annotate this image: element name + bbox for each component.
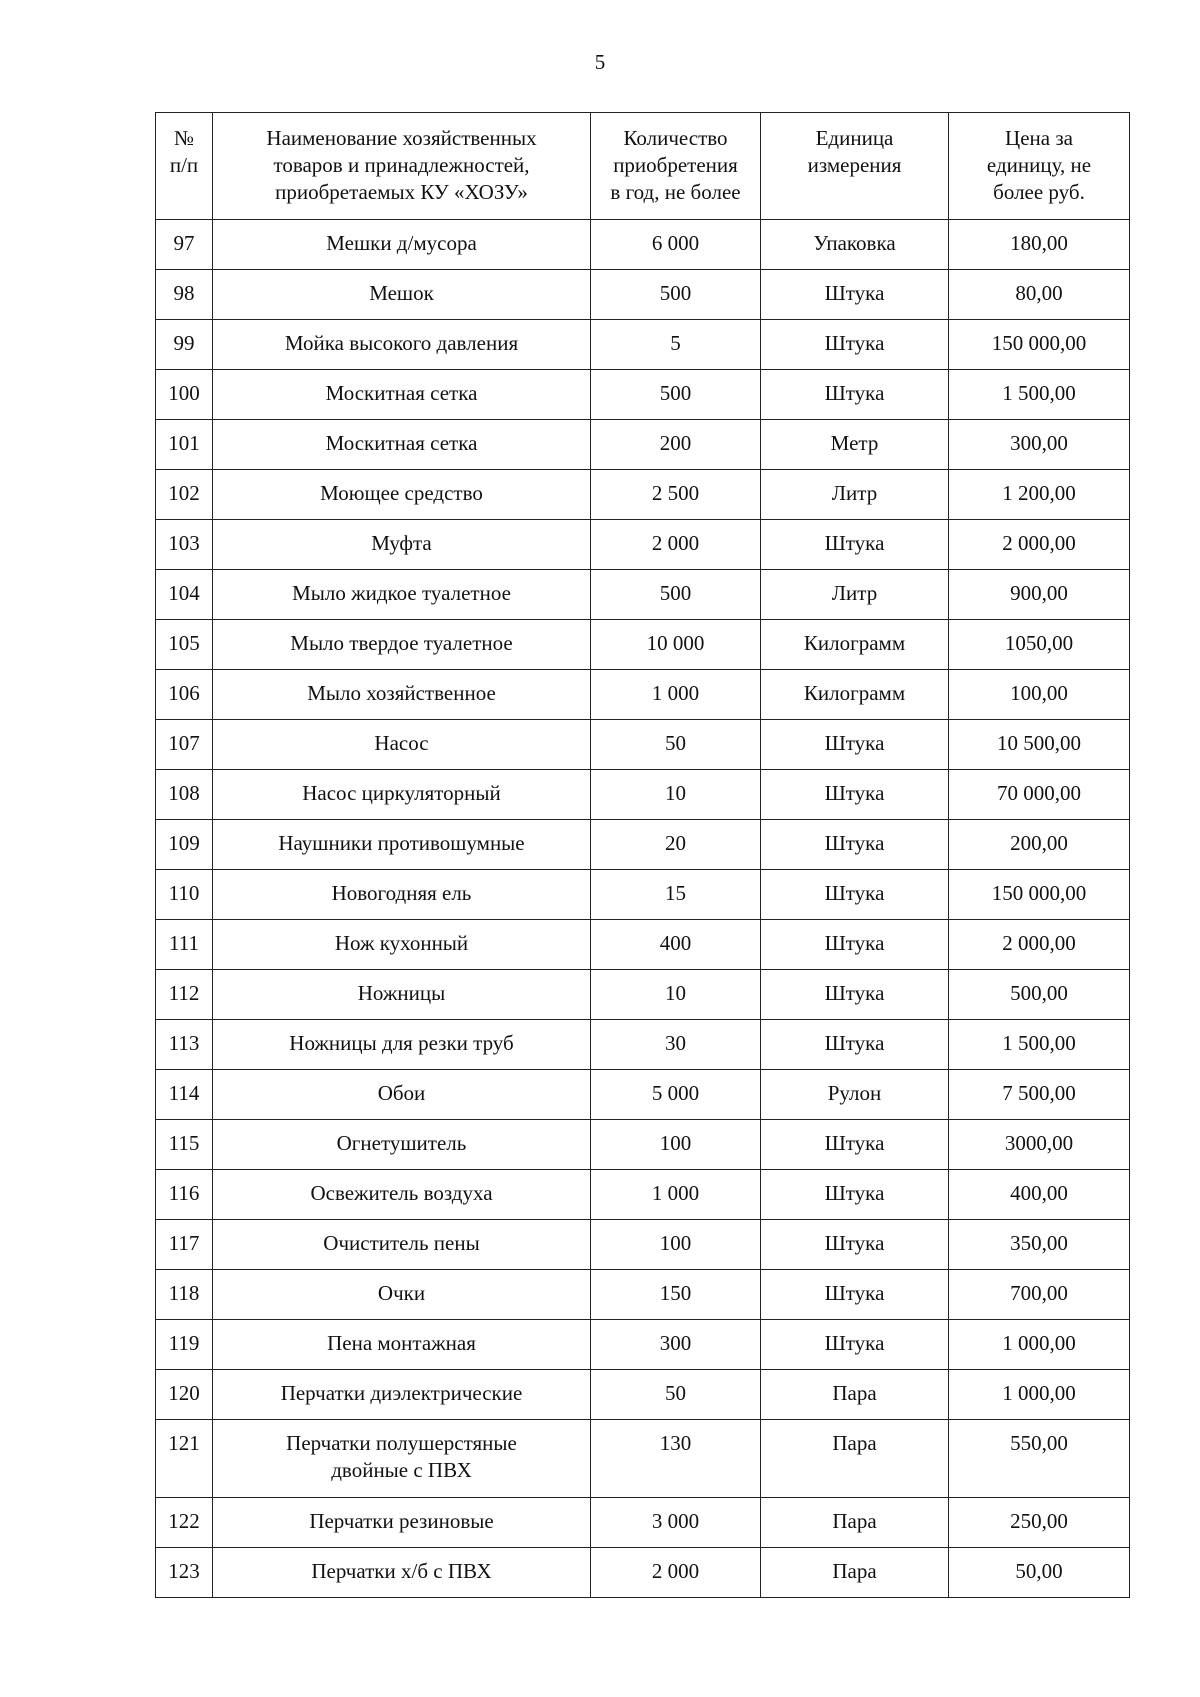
cell-name-line: Перчатки резиновые [309, 1509, 494, 1533]
cell-num: 117 [156, 1220, 213, 1270]
cell-unit: Штука [761, 1120, 949, 1170]
cell-price: 180,00 [949, 220, 1130, 270]
header-qty [591, 113, 761, 220]
cell-name-line: Новогодняя ель [331, 881, 472, 905]
cell-unit: Штука [761, 370, 949, 420]
cell-name [213, 1420, 591, 1498]
cell-num: 118 [156, 1270, 213, 1320]
cell-num: 105 [156, 620, 213, 670]
cell-qty: 50 [591, 720, 761, 770]
table-row [156, 620, 1130, 670]
cell-qty: 100 [591, 1120, 761, 1170]
table-row [156, 1420, 1130, 1498]
cell-price: 900,00 [949, 570, 1130, 620]
table-row [156, 470, 1130, 520]
cell-name [213, 870, 591, 920]
cell-name [213, 370, 591, 420]
cell-name-line: Очиститель пены [323, 1231, 480, 1255]
cell-num: 104 [156, 570, 213, 620]
header-line: Наименование хозяйственных [266, 126, 537, 150]
cell-unit: Упаковка [761, 220, 949, 270]
table-row [156, 820, 1130, 870]
table-row [156, 570, 1130, 620]
table-row [156, 770, 1130, 820]
cell-price: 10 500,00 [949, 720, 1130, 770]
cell-price: 700,00 [949, 1270, 1130, 1320]
cell-price: 1050,00 [949, 620, 1130, 670]
cell-name [213, 1020, 591, 1070]
cell-name-line: Очки [377, 1281, 426, 1305]
cell-name [213, 670, 591, 720]
cell-unit: Килограмм [761, 670, 949, 720]
cell-price: 250,00 [949, 1498, 1130, 1548]
cell-unit: Литр [761, 570, 949, 620]
cell-qty: 100 [591, 1220, 761, 1270]
cell-unit: Пара [761, 1498, 949, 1548]
cell-qty: 2 500 [591, 470, 761, 520]
cell-num: 110 [156, 870, 213, 920]
cell-num: 107 [156, 720, 213, 770]
table-row [156, 320, 1130, 370]
cell-qty: 10 000 [591, 620, 761, 670]
cell-unit: Литр [761, 470, 949, 520]
cell-num: 122 [156, 1498, 213, 1548]
cell-name-line: Нож кухонный [334, 931, 469, 955]
cell-qty: 2 000 [591, 1548, 761, 1598]
table-row [156, 1070, 1130, 1120]
cell-name [213, 1070, 591, 1120]
cell-qty: 5 000 [591, 1070, 761, 1120]
table-row [156, 1498, 1130, 1548]
cell-qty: 20 [591, 820, 761, 870]
cell-name-line: Пена монтажная [327, 1331, 476, 1355]
cell-name [213, 1320, 591, 1370]
table-row [156, 420, 1130, 470]
cell-name [213, 220, 591, 270]
cell-name [213, 470, 591, 520]
cell-name-line: Насос циркуляторный [302, 781, 501, 805]
cell-num: 120 [156, 1370, 213, 1420]
cell-name-line: Перчатки полушерстяные [286, 1431, 517, 1455]
cell-num: 121 [156, 1420, 213, 1498]
cell-name-line: Насос [374, 731, 429, 755]
cell-num: 109 [156, 820, 213, 870]
cell-num: 99 [156, 320, 213, 370]
cell-name [213, 1170, 591, 1220]
header-line: п/п [169, 153, 199, 177]
table-row [156, 370, 1130, 420]
cell-unit: Рулон [761, 1070, 949, 1120]
cell-qty: 10 [591, 770, 761, 820]
cell-name [213, 1498, 591, 1548]
cell-price: 2 000,00 [949, 520, 1130, 570]
cell-qty: 300 [591, 1320, 761, 1370]
cell-qty: 1 000 [591, 670, 761, 720]
header-line: товаров и принадлежностей, [273, 153, 530, 177]
cell-unit: Штука [761, 1320, 949, 1370]
table-row [156, 520, 1130, 570]
cell-name-line: Мыло жидкое туалетное [292, 581, 511, 605]
cell-price: 2 000,00 [949, 920, 1130, 970]
cell-num: 108 [156, 770, 213, 820]
cell-name [213, 820, 591, 870]
page-number: 5 [594, 50, 606, 74]
table-row [156, 870, 1130, 920]
cell-name-line: Огнетушитель [336, 1131, 467, 1155]
cell-price: 1 500,00 [949, 370, 1130, 420]
cell-price: 80,00 [949, 270, 1130, 320]
table-row [156, 220, 1130, 270]
cell-qty: 10 [591, 970, 761, 1020]
cell-unit: Штука [761, 1270, 949, 1320]
header-line: Цена за [1005, 126, 1073, 150]
cell-qty: 50 [591, 1370, 761, 1420]
cell-num: 115 [156, 1120, 213, 1170]
cell-name-line: Наушники противошумные [278, 831, 525, 855]
cell-name [213, 970, 591, 1020]
cell-qty: 6 000 [591, 220, 761, 270]
cell-price: 400,00 [949, 1170, 1130, 1220]
cell-price: 1 000,00 [949, 1370, 1130, 1420]
table-row [156, 920, 1130, 970]
header-price [949, 113, 1130, 220]
header-line: более руб. [993, 180, 1085, 204]
cell-name-line: Ножницы [357, 981, 446, 1005]
cell-qty: 200 [591, 420, 761, 470]
cell-name-line: Освежитель воздуха [310, 1181, 493, 1205]
cell-name [213, 920, 591, 970]
cell-num: 100 [156, 370, 213, 420]
cell-num: 97 [156, 220, 213, 270]
header-line: приобретаемых КУ «ХОЗУ» [275, 180, 528, 204]
cell-name-line: Перчатки диэлектрические [280, 1381, 523, 1405]
table-row [156, 1220, 1130, 1270]
cell-num: 116 [156, 1170, 213, 1220]
cell-name [213, 620, 591, 670]
table-row [156, 670, 1130, 720]
cell-price: 3000,00 [949, 1120, 1130, 1170]
header-line: приобретения [613, 153, 738, 177]
header-row [156, 113, 1130, 220]
cell-price: 500,00 [949, 970, 1130, 1020]
cell-qty: 500 [591, 570, 761, 620]
cell-price: 550,00 [949, 1420, 1130, 1498]
cell-qty: 1 000 [591, 1170, 761, 1220]
cell-name [213, 1270, 591, 1320]
cell-name [213, 320, 591, 370]
cell-price: 350,00 [949, 1220, 1130, 1270]
cell-unit: Метр [761, 420, 949, 470]
cell-num: 112 [156, 970, 213, 1020]
cell-price: 150 000,00 [949, 870, 1130, 920]
cell-name-line: Мешки д/мусора [326, 231, 477, 255]
header-num [156, 113, 213, 220]
table-row [156, 1370, 1130, 1420]
cell-name-line: Моющее средство [320, 481, 483, 505]
cell-unit: Штука [761, 820, 949, 870]
cell-unit: Штука [761, 1220, 949, 1270]
goods-table [155, 112, 1130, 1598]
table-row [156, 1320, 1130, 1370]
cell-qty: 30 [591, 1020, 761, 1070]
header-line: Единица [815, 126, 894, 150]
cell-num: 98 [156, 270, 213, 320]
cell-name [213, 720, 591, 770]
table-header [156, 113, 1130, 220]
table-row [156, 720, 1130, 770]
cell-name [213, 1548, 591, 1598]
cell-name [213, 420, 591, 470]
table-body [156, 220, 1130, 1598]
cell-name-line: двойные с ПВХ [331, 1458, 472, 1482]
cell-qty: 5 [591, 320, 761, 370]
cell-price: 7 500,00 [949, 1070, 1130, 1120]
table-row [156, 1020, 1130, 1070]
cell-name-line: Муфта [371, 531, 432, 555]
cell-name [213, 520, 591, 570]
cell-name-line: Москитная сетка [325, 431, 478, 455]
cell-num: 106 [156, 670, 213, 720]
table-row [156, 1120, 1130, 1170]
cell-num: 123 [156, 1548, 213, 1598]
cell-price: 1 200,00 [949, 470, 1130, 520]
cell-name [213, 1220, 591, 1270]
table-row [156, 1548, 1130, 1598]
cell-qty: 500 [591, 370, 761, 420]
cell-unit: Пара [761, 1370, 949, 1420]
cell-price: 50,00 [949, 1548, 1130, 1598]
cell-price: 200,00 [949, 820, 1130, 870]
cell-num: 103 [156, 520, 213, 570]
cell-name-line: Мешок [369, 281, 434, 305]
cell-qty: 500 [591, 270, 761, 320]
cell-name-line: Москитная сетка [325, 381, 478, 405]
cell-unit: Штука [761, 520, 949, 570]
cell-unit: Штука [761, 720, 949, 770]
cell-unit: Штука [761, 1020, 949, 1070]
cell-name [213, 770, 591, 820]
cell-name [213, 1120, 591, 1170]
cell-qty: 400 [591, 920, 761, 970]
cell-unit: Штука [761, 320, 949, 370]
cell-name [213, 1370, 591, 1420]
header-unit [761, 113, 949, 220]
cell-name-line: Мыло хозяйственное [307, 681, 496, 705]
cell-num: 101 [156, 420, 213, 470]
cell-unit: Штука [761, 920, 949, 970]
cell-unit: Килограмм [761, 620, 949, 670]
cell-name [213, 570, 591, 620]
cell-name-line: Перчатки х/б с ПВХ [311, 1559, 492, 1583]
cell-qty: 15 [591, 870, 761, 920]
cell-unit: Пара [761, 1420, 949, 1498]
cell-name-line: Обои [377, 1081, 426, 1105]
header-line: единицу, не [986, 153, 1092, 177]
cell-num: 111 [156, 920, 213, 970]
cell-unit: Штука [761, 870, 949, 920]
cell-price: 70 000,00 [949, 770, 1130, 820]
cell-num: 114 [156, 1070, 213, 1120]
cell-num: 102 [156, 470, 213, 520]
cell-name-line: Мойка высокого давления [284, 331, 519, 355]
cell-name-line: Ножницы для резки труб [289, 1031, 514, 1055]
table-row [156, 970, 1130, 1020]
header-line: Количество [623, 126, 728, 150]
table-row [156, 1270, 1130, 1320]
cell-price: 150 000,00 [949, 320, 1130, 370]
cell-price: 1 000,00 [949, 1320, 1130, 1370]
cell-qty: 2 000 [591, 520, 761, 570]
header-line: в год, не более [610, 180, 741, 204]
cell-qty: 3 000 [591, 1498, 761, 1548]
cell-num: 119 [156, 1320, 213, 1370]
cell-price: 300,00 [949, 420, 1130, 470]
cell-unit: Штука [761, 770, 949, 820]
cell-unit: Штука [761, 1170, 949, 1220]
cell-name [213, 270, 591, 320]
cell-qty: 130 [591, 1420, 761, 1498]
cell-price: 100,00 [949, 670, 1130, 720]
cell-unit: Пара [761, 1548, 949, 1598]
header-line: измерения [807, 153, 902, 177]
cell-qty: 150 [591, 1270, 761, 1320]
cell-name-line: Мыло твердое туалетное [290, 631, 513, 655]
cell-price: 1 500,00 [949, 1020, 1130, 1070]
cell-unit: Штука [761, 970, 949, 1020]
header-line: № [173, 126, 195, 150]
table-row [156, 270, 1130, 320]
cell-unit: Штука [761, 270, 949, 320]
cell-num: 113 [156, 1020, 213, 1070]
header-name [213, 113, 591, 220]
table-row [156, 1170, 1130, 1220]
